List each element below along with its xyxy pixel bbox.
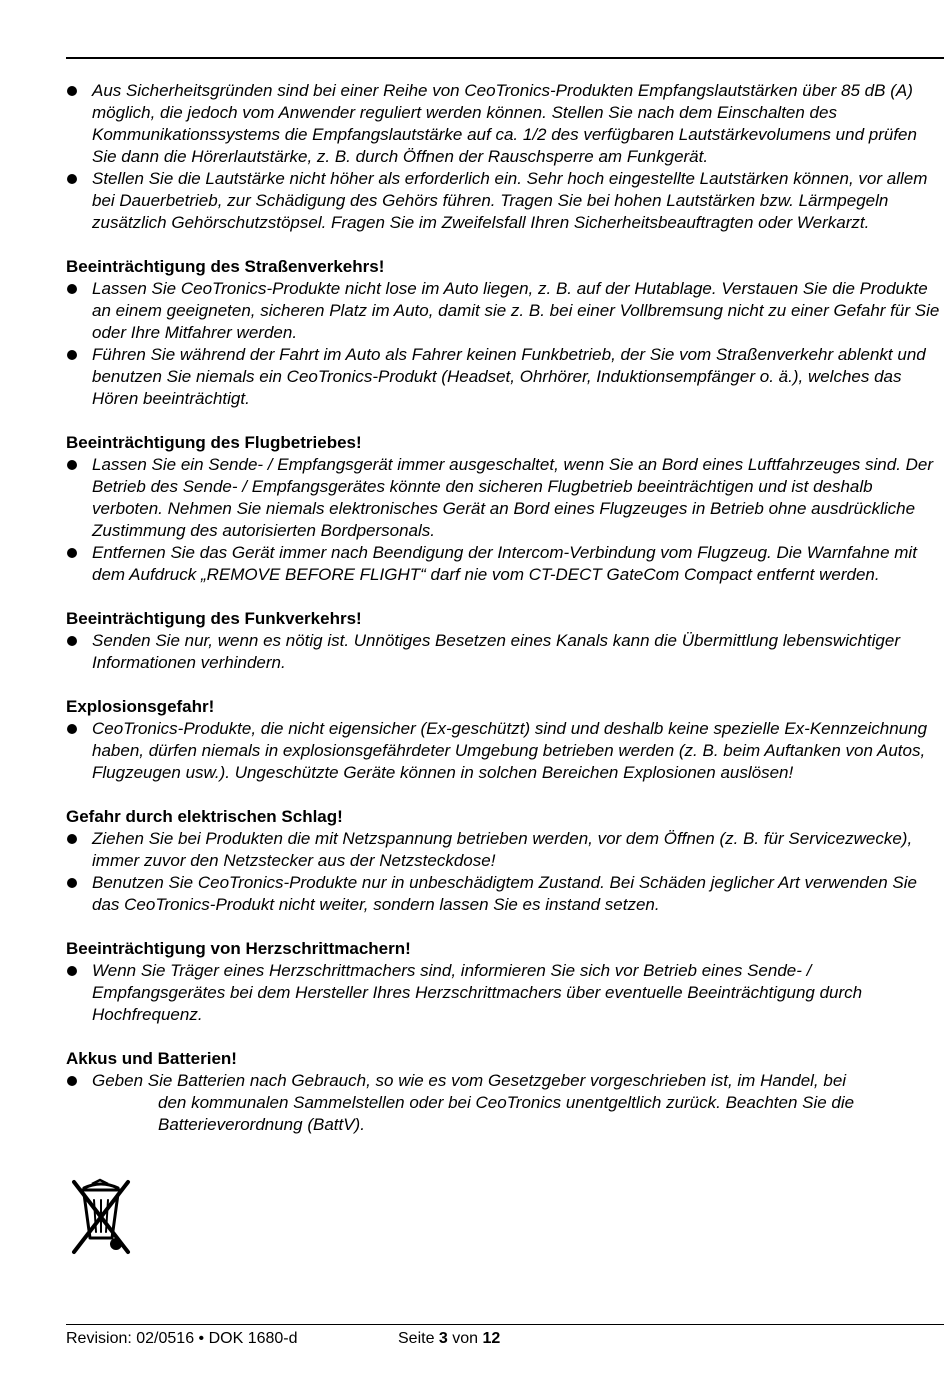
page-of: von [452, 1330, 479, 1347]
section-heading-schlag: Gefahr durch elektrischen Schlag! [66, 807, 343, 826]
section-heading-strassenverkehr: Beeinträchtigung des Straßenverkehrs! [66, 257, 385, 276]
list-item: Wenn Sie Träger eines Herzschrittmachers sind, informieren Sie sich vor Betrieb eines Sende- / Empfangsgerätes bei dem Hersteller Ihres Herzschrittmachers über eventuelle Beeinträchtigung durch Hochfrequenz. [66, 960, 946, 1026]
page-total: 12 [482, 1330, 501, 1347]
section-heading-explosion: Explosionsgefahr! [66, 697, 215, 716]
list-item: Benutzen Sie CeoTronics-Produkte nur in unbeschädigtem Zustand. Bei Schäden jeglicher Art verwenden Sie das CeoTronics-Produkt nicht weiter, sondern lassen Sie es instand setzen. [66, 872, 946, 916]
list-item: Stellen Sie die Lautstärke nicht höher als erforderlich ein. Sehr hoch eingestellte Lautstärken können, vor allem bei Dauerbetrieb, zur Schädigung des Gehörs führen. Tragen Sie bei hohen Lautstärken bzw. Lärmpegeln zusätzlich Gehörschutzstöpsel. Fragen Sie im Zweifelsfall Ihren Sicherheitsbeauftragten oder Werkarzt. [66, 168, 946, 234]
footer-rule [66, 1324, 944, 1325]
schlag-list [66, 828, 946, 916]
list-item: Lassen Sie CeoTronics-Produkte nicht lose im Auto liegen, z. B. auf der Hutablage. Verstauen Sie die Produkte an einem geeigneten, sicheren Platz im Auto, damit sie z. B. bei einer Vollbremsung nicht zu einer Gefahr für Sie oder Ihre Mitfahrer werden. [66, 278, 946, 344]
section-heading-funkverkehr: Beeinträchtigung des Funkverkehrs! [66, 609, 362, 628]
battery-line-1: Geben Sie Batterien nach Gebrauch, so wie es vom Gesetzgeber vorgeschrieben ist, im Handel, bei [92, 1071, 847, 1090]
battery-line-2: den kommunalen Sammelstellen oder bei CeoTronics unentgeltlich zurück. Beachten Sie die [158, 1093, 855, 1112]
document-body [66, 80, 946, 1136]
list-item: Entfernen Sie das Gerät immer nach Beendigung der Intercom-Verbindung vom Flugzeug. Die Warnfahne mit dem Aufdruck „REMOVE BEFORE FLIGHT“ darf nie vom CT-DECT GateCom Compact entfernt werden. [66, 542, 946, 586]
intro-list [66, 80, 946, 234]
footer-revision: Revision: 02/0516 • DOK 1680-d [66, 1330, 298, 1347]
list-item: Aus Sicherheitsgründen sind bei einer Reihe von CeoTronics-Produkten Empfangslautstärken über 85 dB (A) möglich, die jedoch vom Anwender reguliert werden können. Stellen Sie nach dem Einschalten des Kommunikationssystems die Empfangslautstärke auf ca. 1/2 des verfügbaren Lautstärkevolumens und prüfen Sie dann die Hörerlautstärke, z. B. durch Öffnen der Rauschsperre am Funkgerät. [66, 80, 946, 168]
strassenverkehr-list [66, 278, 946, 410]
section-heading-flugbetrieb: Beeinträchtigung des Flugbetriebes! [66, 433, 362, 452]
battery-line-3: Batterieverordnung (BattV). [158, 1115, 365, 1134]
list-item: Senden Sie nur, wenn es nötig ist. Unnötiges Besetzen eines Kanals kann die Übermittlung lebenswichtiger Informationen verhindern. [66, 630, 946, 674]
akkus-list [66, 1070, 946, 1136]
flugbetrieb-list [66, 454, 946, 586]
page-prefix: Seite [398, 1330, 435, 1347]
section-heading-herz: Beeinträchtigung von Herzschrittmachern! [66, 939, 411, 958]
list-item: Ziehen Sie bei Produkten die mit Netzspannung betrieben werden, vor dem Öffnen (z. B. für Servicezwecke), immer zuvor den Netzstecker aus der Netzsteckdose! [66, 828, 946, 872]
explosion-list [66, 718, 946, 784]
list-item [66, 1070, 946, 1136]
list-item: CeoTronics-Produkte, die nicht eigensicher (Ex-geschützt) sind und deshalb keine spezielle Ex-Kennzeichnung haben, dürfen niemals in explosionsgefährdeter Umgebung betrieben werden (z. B. beim Auftanken von Autos, Flugzeugen usw.). Ungeschützte Geräte können in solchen Bereichen Explosionen auslösen! [66, 718, 946, 784]
list-item: Führen Sie während der Fahrt im Auto als Fahrer keinen Funkbetrieb, der Sie vom Straßenverkehr ablenkt und benutzen Sie niemals ein CeoTronics-Produkt (Headset, Ohrhörer, Induktionsempfänger o. ä.), welches das Hören beeinträchtigt. [66, 344, 946, 410]
section-heading-akkus: Akkus und Batterien! [66, 1049, 237, 1068]
footer-page-number [398, 1329, 500, 1349]
page-current: 3 [438, 1330, 448, 1347]
funkverkehr-list [66, 630, 946, 674]
header-rule [66, 57, 944, 59]
list-item: Lassen Sie ein Sende- / Empfangsgerät immer ausgeschaltet, wenn Sie an Bord eines Luftfahrzeuges sind. Der Betrieb des Sende- / Empfangsgerätes könnte den sicheren Flugbetrieb beeinträchtigen und ist deshalb verboten. Nehmen Sie niemals elektronisches Gerät an Bord eines Flugzeuges in Betrieb ohne ausdrückliche Zustimmung des autorisierten Bordpersonals. [66, 454, 946, 542]
crossed-out-wheelie-bin-icon [70, 1178, 132, 1256]
herz-list [66, 960, 946, 1026]
